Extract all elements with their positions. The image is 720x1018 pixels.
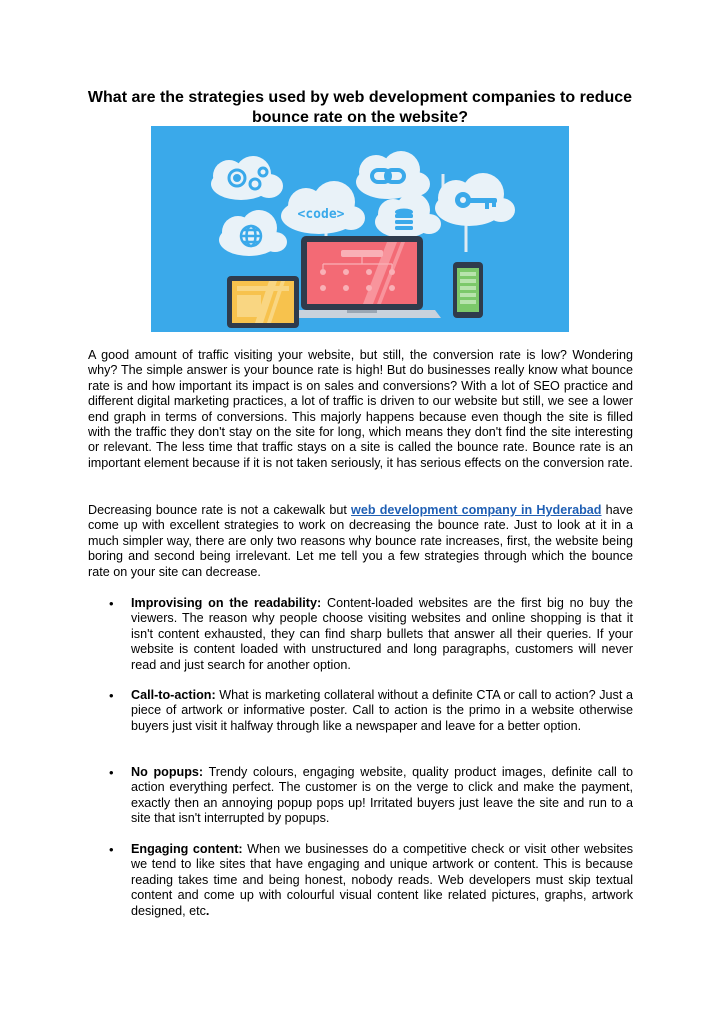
list-item-body: Content-loaded websites are the first big no buy the viewers. The reason why people choose visiting websites and online shopping is that it isn't content exhausted, they can find sharp bullets that answer all their queries. If your website is content loaded with unstructured and long paragraphs, customers will never read and just search for another option.	[131, 596, 633, 672]
list-item-heading: No popups:	[131, 765, 204, 779]
tablet-icon	[227, 276, 299, 328]
page-title: What are the strategies used by web development companies to reduce bounce rate on the website?	[87, 89, 633, 126]
web-development-link[interactable]: web development company in Hyderabad	[351, 503, 602, 517]
code-icon: <code>	[297, 207, 345, 222]
list-item-text	[131, 765, 633, 827]
list-item-text	[131, 688, 633, 734]
list-item-ending: .	[205, 903, 210, 918]
hero-illustration	[151, 126, 569, 332]
second-paragraph	[88, 503, 633, 580]
list-item-heading: Engaging content:	[131, 842, 243, 856]
list-item-heading: Improvising on the readability:	[131, 596, 322, 610]
laptop-icon	[283, 236, 441, 318]
second-paragraph-text-after: have come up with excellent strategies to work on decreasing the bounce rate. Just to look at it in a much simpler way, there are only two reasons why bounce rate increases, first, the website being boring and second being irrelevant. Let me tell you a few strategies through which the bounce rate on your site can decrease.	[88, 503, 633, 579]
bullet-icon: •	[109, 842, 114, 857]
list-item-body: What is marketing collateral without a definite CTA or call to action? Just a piece of artwork or informative poster. Call to action is the primo in a website otherwise buyers just visit it halfway through like a newspaper and leave for a better option.	[131, 688, 633, 733]
list-item-body: When we businesses do a competitive check or visit other websites we tend to like sites that have engaging and unique artwork or content. This is because reading takes time and being honest, nobody reads. Web developers must skip textual content and come up with colourful visual content like related pictures, graphs, artwork designed, etc	[131, 842, 633, 918]
globe-icon	[241, 226, 261, 246]
phone-icon	[453, 262, 483, 318]
list-item-text	[131, 842, 633, 919]
bullet-icon: •	[109, 688, 114, 703]
second-paragraph-text-before: Decreasing bounce rate is not a cakewalk but	[88, 503, 352, 517]
intro-paragraph: A good amount of traffic visiting your website, but still, the conversion rate is low? Wondering why? The simple answer is your bounce rate is high! But do businesses really know what bounce rate is and how important its impact is on sales and conversions? With a lot of SEO practice and different digital marketing practices, a lot of traffic is driven to our website but still, we see a lower end graph in terms of conversions. This majorly happens because even though the site is filled with the traffic they don't stay on the site for long, which means they don't find the site interesting or relevant. The less time that traffic stays on a site is called the bounce rate. Bounce rate is an important element because if it is not taken seriously, it has serious effects on the conversion rate.	[88, 348, 633, 470]
list-item-body: Trendy colours, engaging website, quality product images, definite call to action everything perfect. The customer is on the verge to click and make the payment, exactly then an annoying popup pops up! Irritated buyers just leave the site and run to a site that isn't interrupted by popups.	[131, 765, 633, 826]
bullet-icon: •	[109, 765, 114, 780]
list-item-text	[131, 596, 633, 673]
list-item-heading: Call-to-action:	[131, 688, 216, 702]
bullet-icon: •	[109, 596, 114, 611]
